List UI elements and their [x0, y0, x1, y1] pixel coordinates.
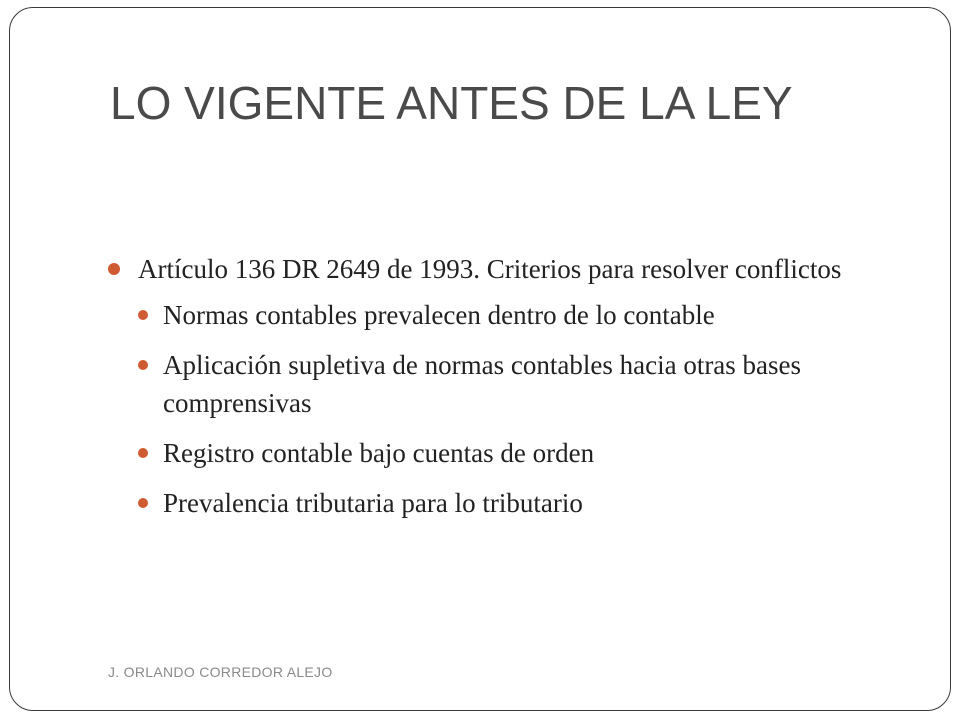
sub-bullet-text: Normas contables prevalecen dentro de lo contable: [163, 300, 715, 330]
bullet-dot-icon: [138, 310, 148, 320]
bullet-dot-icon: [108, 263, 120, 275]
bullet-dot-icon: [138, 448, 148, 458]
sub-bullet-item: [108, 434, 908, 472]
slide-content: [108, 250, 908, 534]
bullet-item: [108, 250, 908, 288]
sub-bullet-item: [108, 484, 908, 522]
sub-bullet-item: [108, 346, 908, 422]
slide-title: LO VIGENTE ANTES DE LA LEY: [110, 77, 793, 129]
sub-bullet-item: [108, 296, 908, 334]
sub-bullet-list: [108, 296, 908, 522]
slide-footer: J. ORLANDO CORREDOR ALEJO: [108, 664, 333, 680]
sub-bullet-text: Aplicación supletiva de normas contables hacia otras bases comprensivas: [163, 350, 802, 418]
sub-bullet-text: Prevalencia tributaria para lo tributario: [163, 488, 583, 518]
bullet-dot-icon: [138, 498, 148, 508]
sub-bullet-text: Registro contable bajo cuentas de orden: [163, 438, 595, 468]
bullet-text: Artículo 136 DR 2649 de 1993. Criterios para resolver conflictos: [138, 254, 842, 284]
bullet-dot-icon: [138, 360, 148, 370]
